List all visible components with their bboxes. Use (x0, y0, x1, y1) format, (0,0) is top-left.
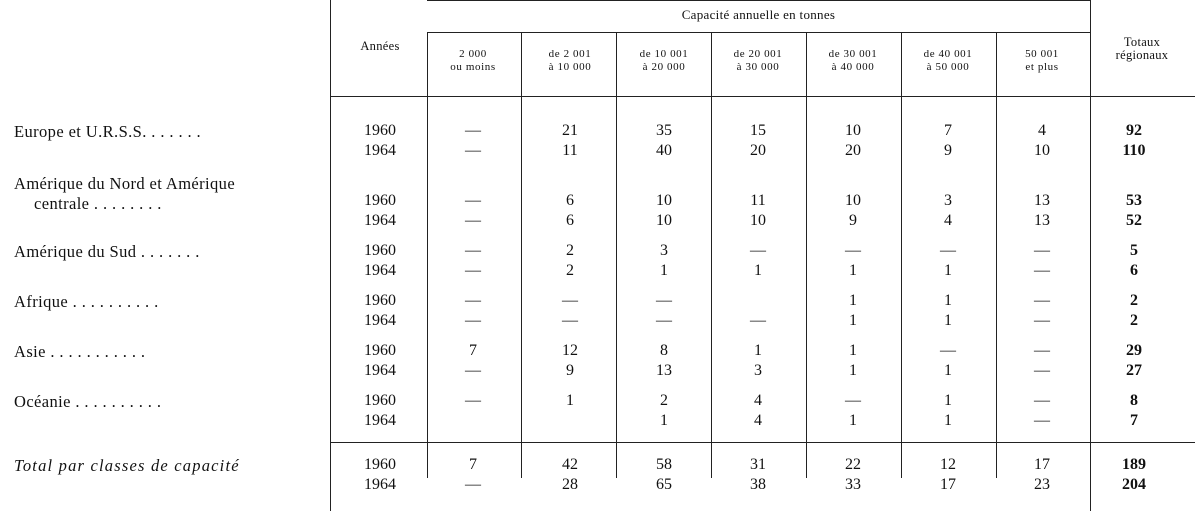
region-row-value: 13 (656, 362, 672, 379)
region-row-value: — (1034, 392, 1050, 409)
total-row-value: 28 (562, 476, 578, 493)
total-row-value: 7 (469, 456, 477, 473)
region-row-value: 3 (754, 362, 762, 379)
region-row-value: 1 (944, 412, 952, 429)
region-row-value: 1 (944, 262, 952, 279)
region-row-value: — (940, 242, 956, 259)
header-class-1: ou moins (450, 61, 496, 73)
region-row-value: — (845, 242, 861, 259)
region-row-value: 1 (566, 392, 574, 409)
region-row-year: 1964 (364, 262, 396, 279)
column-divider (996, 33, 997, 478)
header-annees: Années (360, 39, 400, 53)
region-row-value: 2 (660, 392, 668, 409)
region-row-value: — (1034, 362, 1050, 379)
region-row-year: 1960 (364, 342, 396, 359)
header-class-5: de 30 001 (828, 48, 878, 60)
region-row-value: 2 (566, 242, 574, 259)
region-row-year: 1960 (364, 122, 396, 139)
region-row-value: — (1034, 292, 1050, 309)
region-row-value: 1 (849, 262, 857, 279)
region-row-value: 1 (754, 262, 762, 279)
region-label: Amérique du Sud . . . . . . . (14, 242, 200, 261)
capacity-rule (427, 32, 1090, 33)
region-row-value: 9 (944, 142, 952, 159)
region-row-value: 9 (566, 362, 574, 379)
column-divider (1090, 0, 1091, 511)
region-row-value: — (465, 142, 481, 159)
region-row-value: 10 (1034, 142, 1050, 159)
region-row-value: — (1034, 262, 1050, 279)
header-class-3: à 20 000 (642, 61, 686, 73)
region-row-total: 52 (1126, 212, 1142, 229)
header-class-7: et plus (1025, 61, 1059, 73)
header-class-1: 2 000 (459, 48, 487, 60)
region-row-total: 6 (1130, 262, 1138, 279)
region-row-value: 7 (469, 342, 477, 359)
total-row-value: 22 (845, 456, 861, 473)
total-row-value: — (465, 476, 481, 493)
region-row-value: — (656, 312, 672, 329)
total-row-total: 204 (1122, 476, 1146, 493)
header-class-6: à 50 000 (926, 61, 970, 73)
total-label: Total par classes de capacité (14, 456, 240, 475)
region-row-value: 1 (849, 412, 857, 429)
region-row-value: 4 (754, 392, 762, 409)
region-row-value: — (562, 312, 578, 329)
region-row-value: — (465, 242, 481, 259)
region-row-value: 1 (660, 262, 668, 279)
region-row-value: 4 (944, 212, 952, 229)
region-row-value: 4 (754, 412, 762, 429)
total-row-value: 17 (940, 476, 956, 493)
region-row-value: 8 (660, 342, 668, 359)
region-row-total: 92 (1126, 122, 1142, 139)
column-divider (806, 33, 807, 478)
region-label: Afrique . . . . . . . . . . (14, 292, 159, 311)
header-top-rule (427, 0, 1090, 1)
region-row-year: 1964 (364, 142, 396, 159)
header-totaux: régionaux (1115, 48, 1169, 62)
region-row-value: — (465, 292, 481, 309)
region-row-value: — (845, 392, 861, 409)
region-row-value: 15 (750, 122, 766, 139)
region-row-total: 53 (1126, 192, 1142, 209)
region-row-value: 3 (944, 192, 952, 209)
region-row-value: 12 (562, 342, 578, 359)
region-row-year: 1964 (364, 362, 396, 379)
region-row-year: 1960 (364, 392, 396, 409)
region-row-value: — (1034, 242, 1050, 259)
region-row-value: 1 (944, 362, 952, 379)
total-row-value: 58 (656, 456, 672, 473)
column-divider (427, 33, 428, 478)
region-row-value: 1 (660, 412, 668, 429)
region-row-year: 1960 (364, 192, 396, 209)
region-row-value: — (465, 192, 481, 209)
region-row-value: 35 (656, 122, 672, 139)
region-row-value: 7 (944, 122, 952, 139)
region-row-value: — (562, 292, 578, 309)
region-row-value: 1 (944, 312, 952, 329)
region-row-value: — (656, 292, 672, 309)
region-row-total: 27 (1126, 362, 1142, 379)
region-row-year: 1964 (364, 412, 396, 429)
header-bottom-rule (330, 96, 1195, 97)
total-row-year: 1960 (364, 456, 396, 473)
region-row-value: — (1034, 342, 1050, 359)
region-row-value: — (465, 392, 481, 409)
region-row-value: 10 (656, 212, 672, 229)
region-row-value: — (465, 122, 481, 139)
region-row-value: 9 (849, 212, 857, 229)
region-label: centrale . . . . . . . . (34, 194, 162, 213)
region-row-total: 29 (1126, 342, 1142, 359)
region-row-value: — (750, 242, 766, 259)
region-row-value: 13 (1034, 192, 1050, 209)
region-row-value: 10 (656, 192, 672, 209)
region-label: Amérique du Nord et Amérique (14, 174, 236, 193)
region-row-value: 6 (566, 212, 574, 229)
region-row-value: 11 (750, 192, 766, 209)
region-row-value: 1 (849, 312, 857, 329)
header-class-3: de 10 001 (639, 48, 689, 60)
region-row-year: 1964 (364, 212, 396, 229)
region-label: Europe et U.R.S.S. . . . . . . (14, 122, 202, 141)
region-row-value: — (465, 362, 481, 379)
region-row-value: 1 (944, 292, 952, 309)
header-class-7: 50 001 (1025, 48, 1059, 60)
total-row-value: 17 (1034, 456, 1050, 473)
region-row-value: 20 (750, 142, 766, 159)
header-class-6: de 40 001 (923, 48, 973, 60)
region-row-total: 2 (1130, 312, 1138, 329)
region-row-value: — (465, 212, 481, 229)
total-row-value: 42 (562, 456, 578, 473)
region-row-value: 4 (1038, 122, 1046, 139)
region-label: Océanie . . . . . . . . . . (14, 392, 162, 411)
region-row-value: 10 (845, 122, 861, 139)
total-row-value: 23 (1034, 476, 1050, 493)
region-label: Asie . . . . . . . . . . . (14, 342, 146, 361)
header-class-4: de 20 001 (733, 48, 783, 60)
region-row-value: 40 (656, 142, 672, 159)
region-row-value: 10 (845, 192, 861, 209)
region-row-year: 1960 (364, 242, 396, 259)
total-row-value: 31 (750, 456, 766, 473)
total-row-total: 189 (1122, 456, 1146, 473)
total-row-value: 38 (750, 476, 766, 493)
region-row-value: 1 (849, 362, 857, 379)
region-row-total: 110 (1122, 142, 1146, 159)
region-row-value: 20 (845, 142, 861, 159)
region-row-total: 5 (1130, 242, 1138, 259)
column-divider (616, 33, 617, 478)
total-row-year: 1964 (364, 476, 396, 493)
region-row-value: 6 (566, 192, 574, 209)
header-class-4: à 30 000 (736, 61, 780, 73)
total-row-value: 33 (845, 476, 861, 493)
total-row-value: 65 (656, 476, 672, 493)
region-row-year: 1964 (364, 312, 396, 329)
total-row-value: 12 (940, 456, 956, 473)
region-row-value: — (1034, 312, 1050, 329)
header-capacite: Capacité annuelle en tonnes (681, 7, 836, 22)
region-row-total: 2 (1130, 292, 1138, 309)
region-row-value: 1 (849, 342, 857, 359)
region-row-value: 2 (566, 262, 574, 279)
region-row-value: — (750, 312, 766, 329)
region-row-value: — (1034, 412, 1050, 429)
column-divider (711, 33, 712, 478)
region-row-value: 1 (849, 292, 857, 309)
header-class-2: de 2 001 (548, 48, 592, 60)
region-row-value: 11 (562, 142, 578, 159)
region-row-value: — (940, 342, 956, 359)
region-row-total: 8 (1130, 392, 1138, 409)
region-row-value: 10 (750, 212, 766, 229)
column-divider (330, 0, 331, 511)
total-rule (330, 442, 1195, 443)
region-row-value: 1 (944, 392, 952, 409)
header-class-5: à 40 000 (831, 61, 875, 73)
column-divider (901, 33, 902, 478)
header-class-2: à 10 000 (548, 61, 592, 73)
header-totaux: Totaux (1123, 35, 1161, 49)
region-row-value: — (465, 262, 481, 279)
region-row-total: 7 (1130, 412, 1138, 429)
region-row-value: — (465, 312, 481, 329)
region-row-value: 3 (660, 242, 668, 259)
region-row-value: 21 (562, 122, 578, 139)
region-row-year: 1960 (364, 292, 396, 309)
column-divider (521, 33, 522, 478)
region-row-value: 1 (754, 342, 762, 359)
region-row-value: 13 (1034, 212, 1050, 229)
